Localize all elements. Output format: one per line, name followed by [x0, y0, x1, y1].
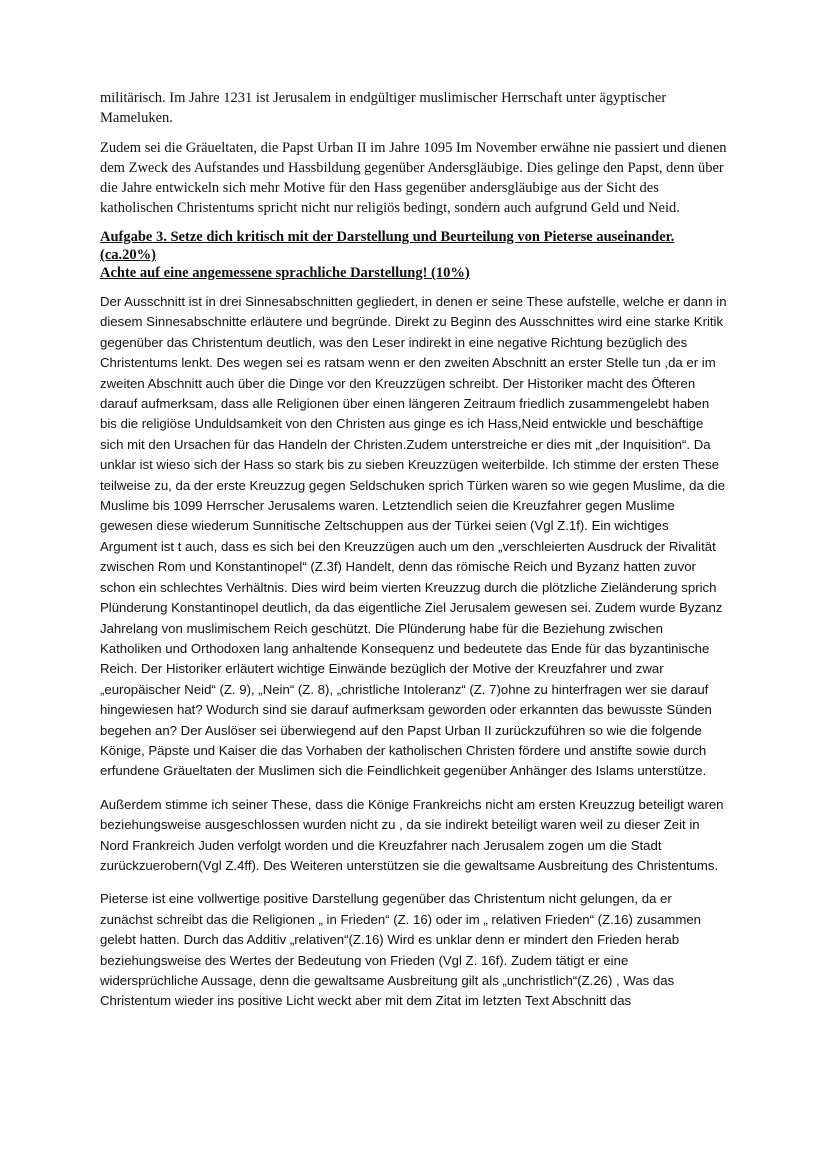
task-instruction: Achte auf eine angemessene sprachliche Darstellung! (10%)	[100, 265, 470, 281]
intro-paragraph-1: militärisch. Im Jahre 1231 ist Jerusalem in endgültiger muslimischer Herrschaft unter ägyptischer Mameluken.	[100, 90, 667, 126]
answer-paragraph-2: Außerdem stimme ich seiner These, dass die Könige Frankreichs nicht am ersten Kreuzzug beteiligt waren beziehungsweise ausgeschlossen wurden nicht zu , da sie indirekt beteiligt waren weil zu dieser Zeit in Nord Frankreich Juden verfolgt worden und die Kreuzfahrer nach Jerusalem zogen um die Stadt zurückzuerobern(Vgl Z.4ff). Des Weiteren unterstützen sie die gewaltsame Ausbreitung des Christentums.	[100, 796, 724, 873]
task-heading	[100, 228, 728, 282]
intro-paragraph-2: Zudem sei die Gräueltaten, die Papst Urban II im Jahre 1095 Im November erwähne nie passiert und dienen dem Zweck des Aufstandes und Hassbildung gegenüber Andersgläubige. Dies gelinge den Papst, denn über die Jahre entwickeln sich mehr Motive für den Hass gegenüber andersgläubige aus der Sicht des katholischen Christentums spricht nicht nur religiös bedingt, sondern auch aufgrund Geld und Neid.	[100, 140, 727, 216]
task-title: Aufgabe 3. Setze dich kritisch mit der Darstellung und Beurteilung von Pieterse auseinander. (ca.20%)	[100, 229, 675, 263]
answer-paragraph-1: Der Ausschnitt ist in drei Sinnesabschnitten gegliedert, in denen er seine These aufstelle, welche er dann in diesem Sinnesabschnitte erläutere und begründe. Direkt zu Beginn des Ausschnittes wird eine starke Kritik gegenüber das Christentum deutlich, was den Leser indirekt in eine negative Richtung bezüglich des Christentums lenkt. Des wegen sei es ratsam wenn er den zweiten Abschnitt an erster Stelle tun ,da er im zweiten Abschnitt auch über die Dinge vor den Kreuzzügen schreibt. Der Historiker macht des Öfteren darauf aufmerksam, dass alle Religionen über einen längeren Zeitraum friedlich zusammengelebt haben bis die religiöse Unduldsamkeit von den Christen aus ginge es ich Hass,Neid entwickle und beschäftige sich mit den Ursachen für das Handeln der Christen.Zudem unterstreiche er dies mit „der Inquisition“. Da unklar ist wieso sich der Hass so stark bis zu sieben Kreuzzügen weiterbilde. Ich stimme der ersten These teilweise zu, da der erste Kreuzzug gegen Seldschuken sprich Türken waren so wie gegen Muslime, da die Muslime bis 1099 Herrscher Jerusalems waren. Letztendlich seien die Kreuzfahrer gegen Muslime gewesen diese wiederum Sunnitische Zeltschuppen aus der Türkei seien (Vgl Z.1f). Ein wichtiges Argument ist t auch, dass es sich bei den Kreuzzügen auch um den „verschleierten Ausdruck der Rivalität zwischen Rom und Konstantinopel“ (Z.3f) Handelt, denn das römische Reich und Byzanz hatten zuvor schon ein schlechtes Verhältnis. Dies wird beim vierten Kreuzzug durch die plötzliche Zieländerung sprich Plünderung Konstantinopel deutlich, da das eigentliche Ziel Jerusalem gewesen sei. Zudem wurde Byzanz Jahrelang von muslimischem Reich geschützt. Die Plünderung habe für die Beziehung zwischen Katholiken und Orthodoxen lang anhaltende Konsequenz und bedeutete das Ende für das byzantinische Reich. Der Historiker erläutert wichtige Einwände bezüglich der Motive der Kreuzfahrer und zwar „europäischer Neid“ (Z. 9), „Nein“ (Z. 8), „christliche Intoleranz“ (Z. 7)ohne zu hinterfragen wer sie darauf hingewiesen hat? Wodurch sind sie darauf aufmerksam geworden oder erkannten das bewusste Sünden begehen an? Der Auslöser sei überwiegend auf den Papst Urban II zurückzuführen so wie die folgende Könige, Päpste und Kaiser die das Vorhaben der katholischen Christen fördere und anstifte sowie durch erfundene Gräueltaten der Muslimen sich die Feindlichkeit gegenüber Anhänger des Islams unterstütze.	[100, 294, 727, 779]
answer-paragraph-3: Pieterse ist eine vollwertige positive Darstellung gegenüber das Christentum nicht gelungen, da er zunächst schreibt das die Religionen „ in Frieden“ (Z. 16) oder im „ relativen Frieden“ (Z.16) zusammen gelebt hatten. Durch das Additiv „relativen“(Z.16) Wird es unklar denn er mindert den Frieden herab beziehungsweise des Wertes der Bedeutung von Frieden (Vgl Z. 16f). Zudem tätigt er eine widersprüchliche Aussage, denn die gewaltsame Ausbreitung gilt als „unchristlich“(Z.26) , Was das Christentum wieder ins positive Licht weckt aber mit dem Zitat im letzten Text Abschnitt das	[100, 891, 702, 1009]
